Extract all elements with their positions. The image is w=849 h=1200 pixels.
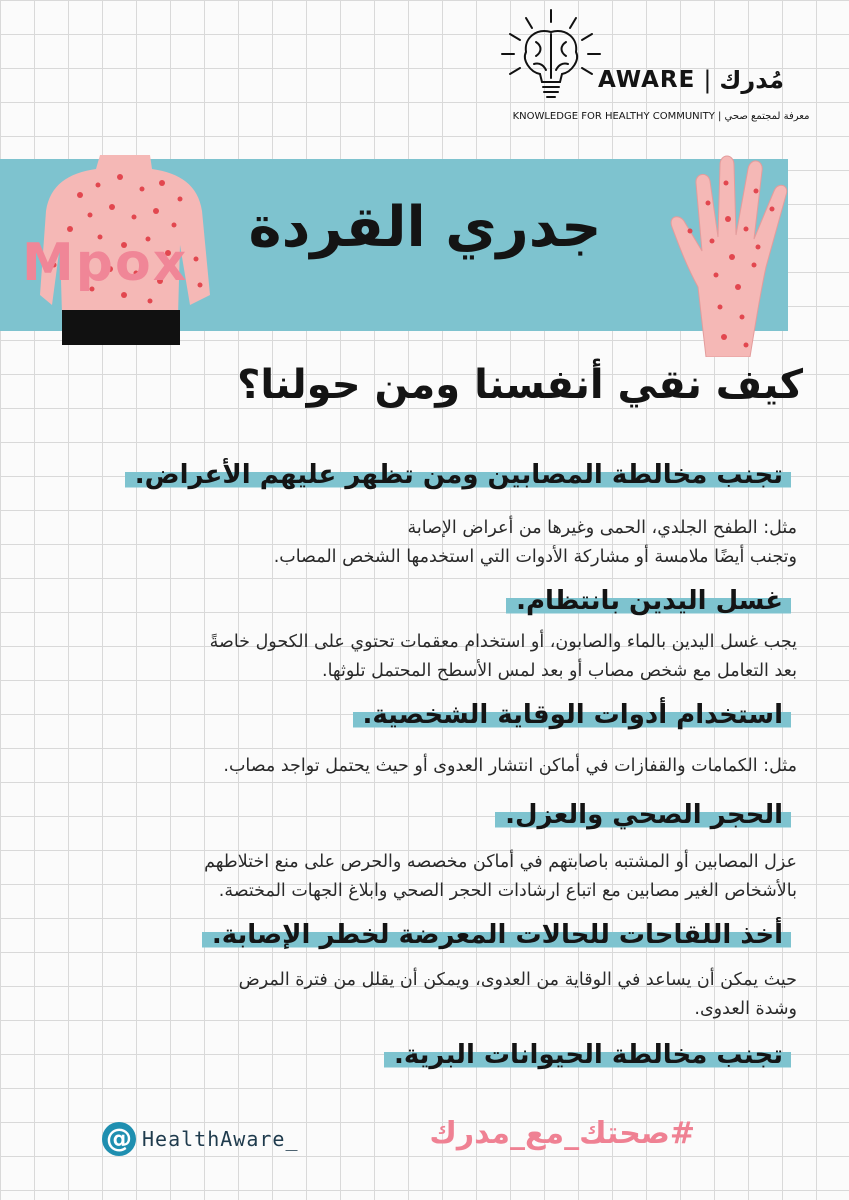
tip-heading-text: الحجر الصحي والعزل.: [495, 800, 791, 830]
tip-heading: [378, 1040, 797, 1070]
tip-line: بالأشخاص الغير مصابين مع اتباع ارشادات الحجر الصحي وابلاغ الجهات المختصة.: [218, 881, 797, 901]
tip-heading-text: تجنب مخالطة الحيوانات البرية.: [384, 1040, 791, 1070]
tip-heading-text: أخذ اللقاحات للحالات المعرضة لخطر الإصابة.: [202, 920, 791, 950]
tip-line: يجب غسل اليدين بالماء والصابون، أو استخدام معقمات تحتوي على الكحول خاصةً: [209, 632, 797, 652]
hashtag: #صحتك_مع_مدرك: [429, 1116, 695, 1151]
tip-heading: [347, 700, 797, 730]
tip-heading-text: غسل اليدين بانتظام.: [506, 586, 791, 616]
tip-line: وشدة العدوى.: [694, 999, 797, 1019]
tip-heading: [196, 920, 797, 950]
tip-body: [37, 628, 797, 686]
tip-line: مثل: الكمامات والقفازات في أماكن انتشار العدوى أو حيث يحتمل تواجد مصاب.: [223, 756, 797, 776]
brand-name-ar: مُدرك: [719, 66, 784, 94]
tip-heading-text: استخدام أدوات الوقاية الشخصية.: [353, 700, 791, 730]
brain-bulb-icon: [496, 8, 606, 108]
brand-separator: |: [703, 66, 712, 94]
question-heading: كيف نقي أنفسنا ومن حولنا؟: [237, 362, 803, 408]
tip-line: حيث يمكن أن يساعد في الوقاية من العدوى، ويمكن أن يقلل من فترة المرض: [238, 970, 797, 990]
tip-body: [37, 514, 797, 572]
tip-heading: [119, 460, 797, 490]
tip-line: مثل: الطفح الجلدي، الحمى وغيرها من أعراض الإصابة: [407, 518, 797, 538]
brand-tagline: KNOWLEDGE FOR HEALTHY COMMUNITY | معرفة لمجتمع صحي: [512, 111, 810, 122]
handle-text: HealthAware_: [142, 1127, 299, 1151]
tip-body: [37, 848, 797, 906]
tip-line: عزل المصابين أو المشتبه باصابتهم في أماكن مخصصه والحرص على منع اختلاطهم: [204, 852, 797, 872]
rash-hand-illustration: [668, 147, 808, 357]
banner-title: جدري القردة: [248, 195, 602, 260]
brand-line: [598, 66, 784, 94]
tip-body: [37, 966, 797, 1024]
tip-heading: [500, 586, 797, 616]
tip-heading-text: تجنب مخالطة المصابين ومن تظهر عليهم الأعراض.: [125, 460, 791, 490]
tip-line: بعد التعامل مع شخص مصاب أو بعد لمس الأسطح المحتمل تلوثها.: [322, 661, 797, 681]
tip-line: وتجنب أيضًا ملامسة أو مشاركة الأدوات التي استخدمها الشخص المصاب.: [273, 547, 797, 567]
tip-heading: [489, 800, 797, 830]
brand-name-en: AWARE: [598, 67, 696, 93]
mpox-label: Mpox: [22, 233, 189, 293]
header-logo: [490, 8, 830, 133]
at-icon: @: [102, 1122, 136, 1156]
social-handle[interactable]: [102, 1122, 299, 1156]
tip-body: [37, 752, 797, 781]
title-banner: [0, 155, 849, 345]
